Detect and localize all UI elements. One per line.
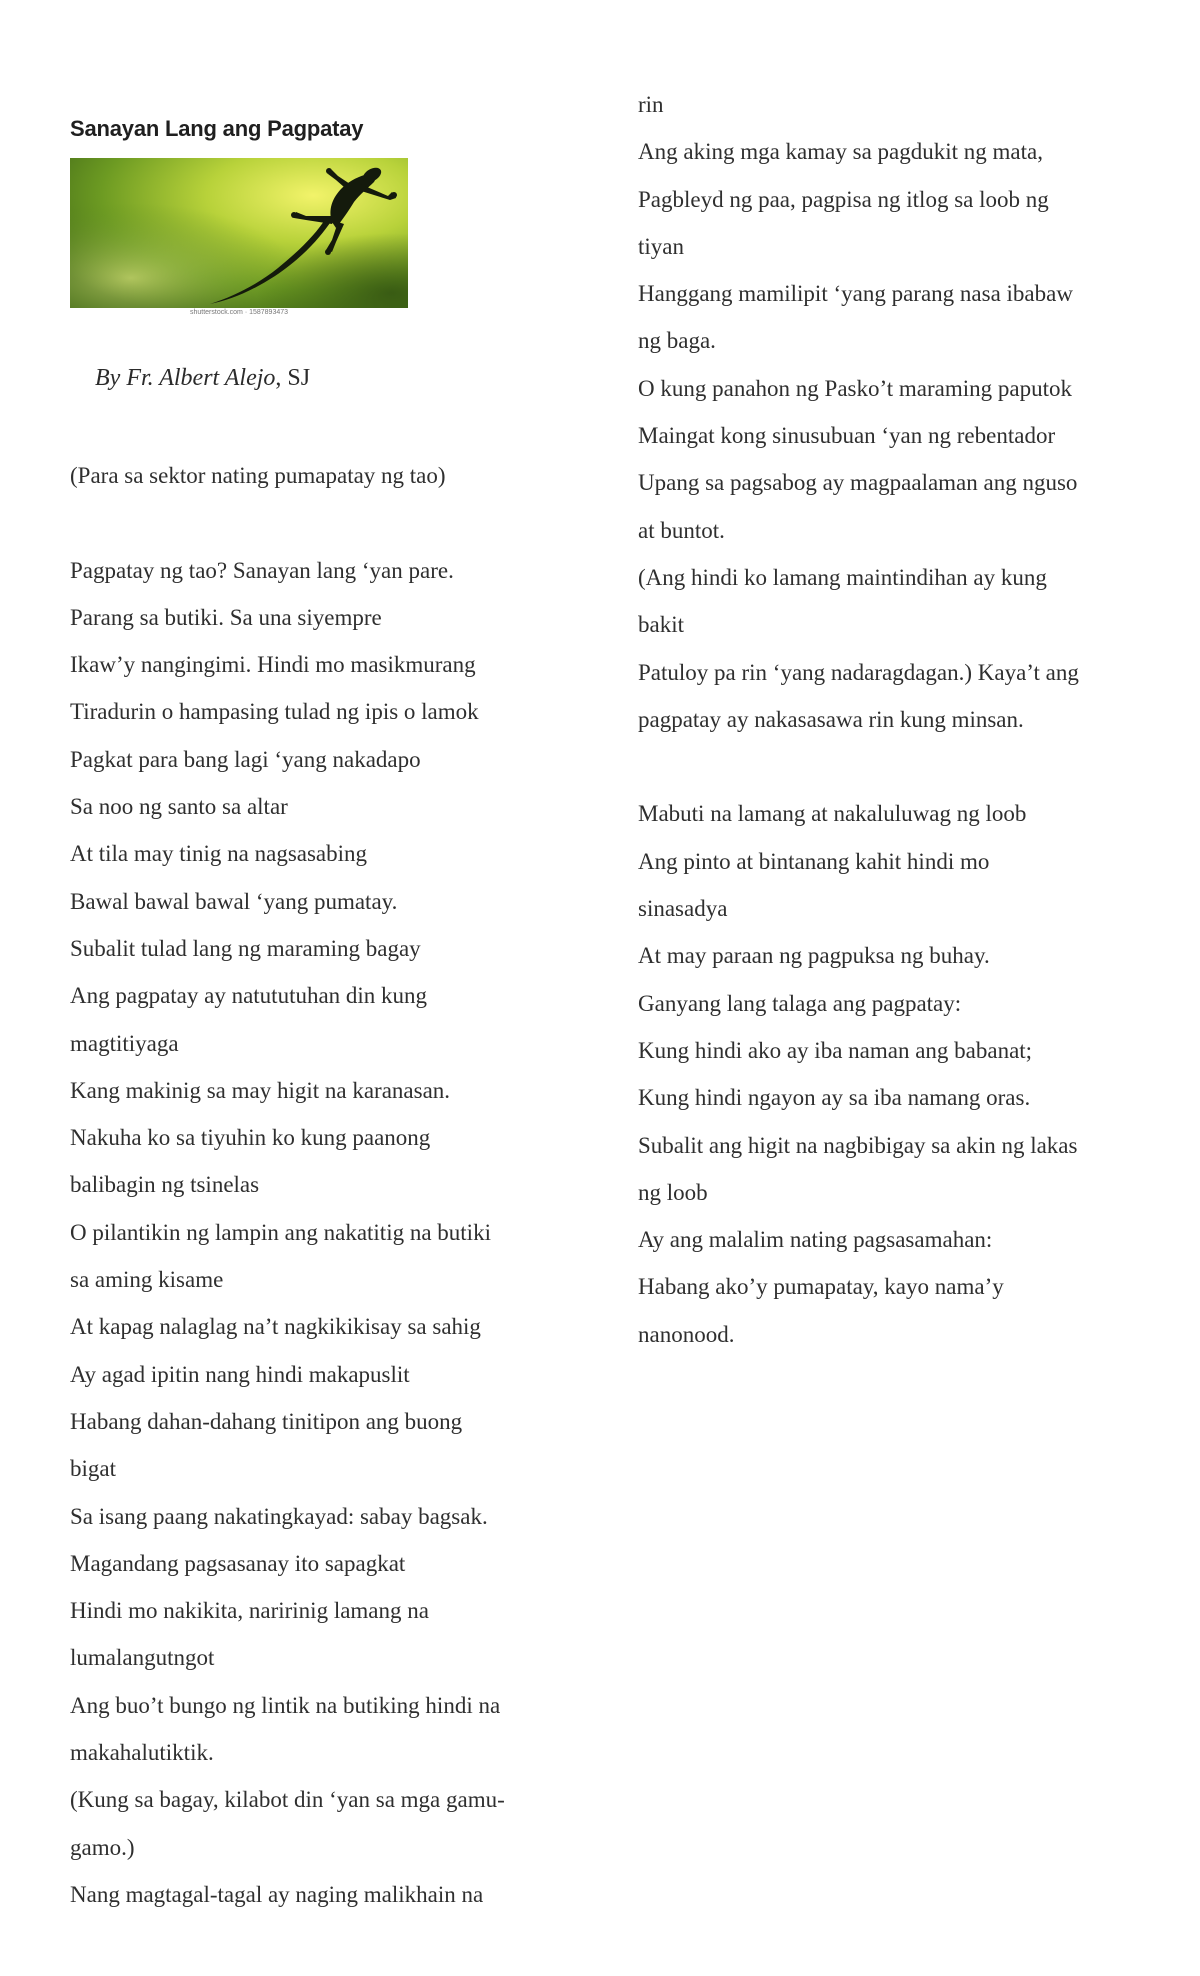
poem-line: ng loob — [638, 1179, 708, 1205]
poem-line: Kung hindi ako ay iba naman ang babanat; — [638, 1037, 1033, 1063]
poem-line: Ay ang malalim nating pagsasamahan: — [638, 1227, 993, 1253]
poem-line: magtitiyaga — [70, 1030, 179, 1056]
poem-line: Upang sa pagsabog ay magpaalaman ang nguso — [638, 470, 1078, 496]
poem-line: ng baga. — [638, 328, 716, 354]
poem-line: Hanggang mamilipit ‘yang parang nasa ibabaw — [638, 281, 1073, 307]
poem-line: Hindi mo nakikita, naririnig lamang na — [70, 1598, 429, 1624]
poem-line: Habang dahan-dahang tinitipon ang buong — [70, 1408, 463, 1434]
byline — [95, 365, 310, 392]
poem-line: (Ang hindi ko lamang maintindihan ay kung — [638, 564, 1047, 590]
poem-line: lumalangutngot — [70, 1645, 215, 1671]
poem-line: balibagin ng tsinelas — [70, 1172, 260, 1198]
poem-line: at buntot. — [638, 517, 725, 543]
image-credit: shutterstock.com · 1587893473 — [189, 309, 289, 316]
poem-right-column — [638, 81, 1138, 1358]
byline-suffix: , SJ — [275, 365, 311, 391]
byline-author: By Fr. Albert Alejo — [95, 365, 276, 391]
poem-line: Sa isang paang nakatingkayad: sabay bagsak. — [70, 1503, 488, 1529]
poem-line: (Kung sa bagay, kilabot din ‘yan sa mga gamu- — [70, 1787, 505, 1813]
poem-line: Ang pagpatay ay natututuhan din kung — [70, 983, 428, 1009]
poem-line — [638, 743, 1138, 790]
poem-line: Ang buo’t bungo ng lintik na butiking hindi na — [70, 1692, 501, 1718]
poem-line: Ikaw’y nangingimi. Hindi mo masikmurang — [70, 652, 476, 678]
gecko-photo — [70, 158, 408, 308]
poem-line: Tiradurin o hampasing tulad ng ipis o lamok — [70, 699, 479, 725]
poem-line: Patuloy pa rin ‘yang nadaragdagan.) Kaya’t ang — [638, 659, 1079, 685]
poem-line: gamo.) — [70, 1834, 135, 1860]
poem-line: Ang aking mga kamay sa pagdukit ng mata, — [638, 139, 1043, 165]
poem-title: Sanayan Lang ang Pagpatay — [70, 116, 364, 141]
poem-line: Mabuti na lamang at nakaluluwag ng loob — [638, 801, 1027, 827]
poem-illustration — [70, 158, 408, 320]
poem-line: sinasadya — [638, 896, 728, 922]
poem-line: nanonood. — [638, 1321, 735, 1347]
poem-line: At kapag nalaglag na’t nagkikikisay sa sahig — [70, 1314, 481, 1340]
poem-line: bakit — [638, 612, 684, 638]
poem-line: Nang magtagal-tagal ay naging malikhain na — [70, 1881, 484, 1907]
poem-left-column — [70, 452, 570, 1918]
poem-line: Nakuha ko sa tiyuhin ko kung paanong — [70, 1125, 431, 1151]
poem-line: pagpatay ay nakasasawa rin kung minsan. — [638, 706, 1024, 732]
poem-line: makahalutiktik. — [70, 1740, 214, 1766]
poem-line: Ganyang lang talaga ang pagpatay: — [638, 990, 962, 1016]
poem-line: Bawal bawal bawal ‘yang pumatay. — [70, 888, 398, 914]
poem-line: Pagkat para bang lagi ‘yang nakadapo — [70, 746, 421, 772]
poem-line: (Para sa sektor nating pumapatay ng tao) — [70, 463, 446, 488]
poem-line: rin — [638, 92, 664, 117]
poem-line: sa aming kisame — [70, 1267, 224, 1293]
poem-line: Subalit ang higit na nagbibigay sa akin ng lakas — [638, 1132, 1078, 1158]
poem-line: Ay agad ipitin nang hindi makapuslit — [70, 1361, 410, 1387]
poem-line: O kung panahon ng Pasko’t maraming paputok — [638, 375, 1072, 401]
poem-line: Maingat kong sinusubuan ‘yan ng rebentador — [638, 423, 1056, 449]
poem-line: Sa noo ng santo sa altar — [70, 794, 288, 820]
poem-line — [70, 499, 570, 546]
poem-line: Pagpatay ng tao? Sanayan lang ‘yan pare. — [70, 557, 454, 583]
poem-line: Habang ako’y pumapatay, kayo nama’y — [638, 1274, 1004, 1300]
poem-line: Parang sa butiki. Sa una siyempre — [70, 604, 382, 630]
poem-line: At may paraan ng pagpuksa ng buhay. — [638, 943, 990, 969]
poem-line: O pilantikin ng lampin ang nakatitig na butiki — [70, 1219, 491, 1245]
poem-line: Subalit tulad lang ng maraming bagay — [70, 935, 421, 961]
poem-line: bigat — [70, 1456, 116, 1482]
poem-line: Pagbleyd ng paa, pagpisa ng itlog sa loob ng — [638, 186, 1049, 212]
poem-line: Magandang pagsasanay ito sapagkat — [70, 1550, 406, 1576]
poem-line: Kang makinig sa may higit na karanasan. — [70, 1077, 451, 1103]
poem-line: Ang pinto at bintanang kahit hindi mo — [638, 848, 990, 874]
poem-line: tiyan — [638, 233, 684, 259]
poem-line: Kung hindi ngayon ay sa iba namang oras. — [638, 1085, 1031, 1111]
poem-line: At tila may tinig na nagsasabing — [70, 841, 368, 867]
